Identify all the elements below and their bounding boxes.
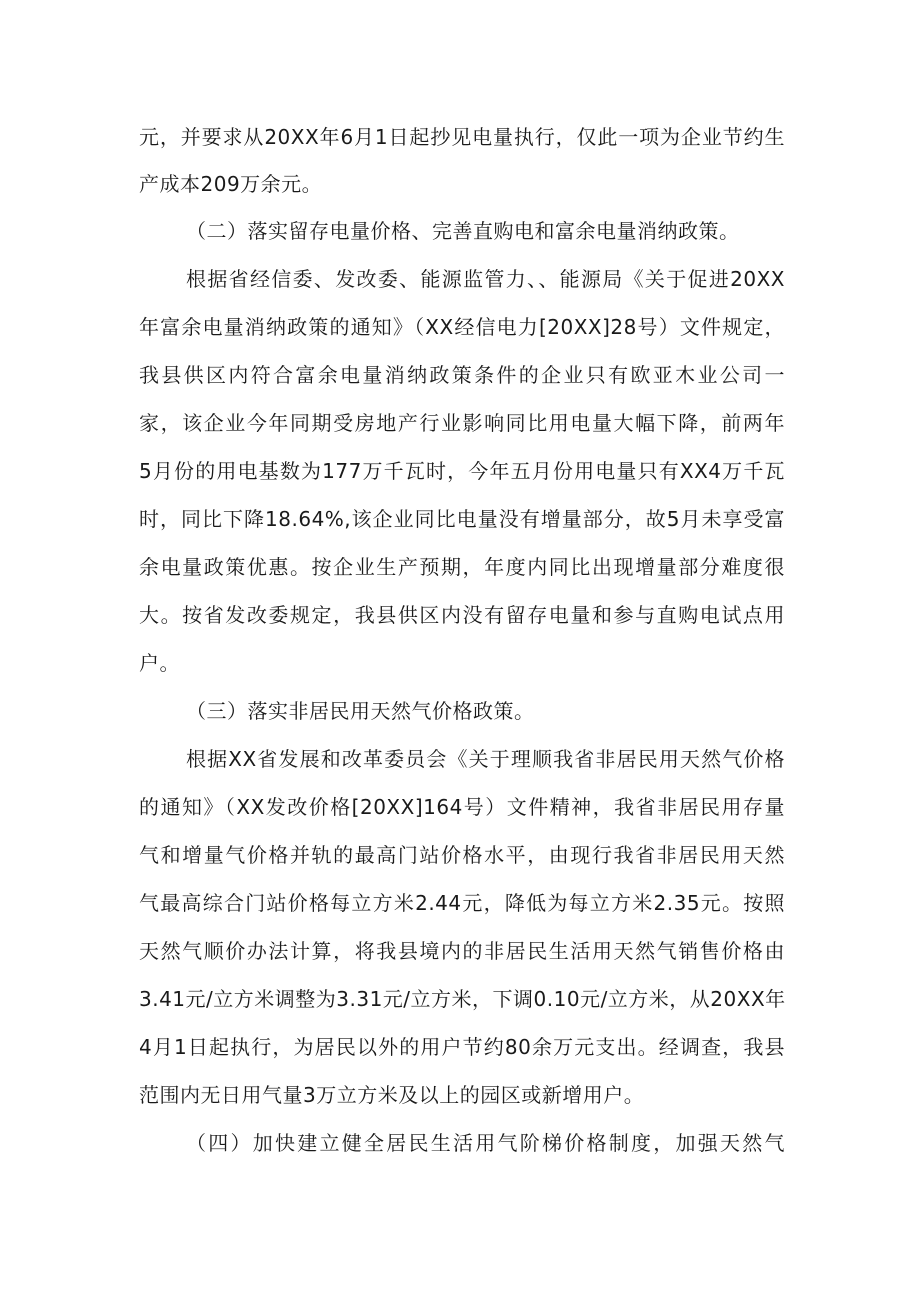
text-line: 我县供区内符合富余电量消纳政策条件的企业只有欧亚木业公司一 [139,363,785,387]
section-heading: （二）落实留存电量价格、完善直购电和富余电量消纳政策。 [186,219,740,243]
text-line: 范围内无日用气量3万立方米及以上的园区或新增用户。 [139,1083,645,1107]
text-line: 5月份的用电基数为177万千瓦时，今年五月份用电量只有XX4万千瓦 [139,459,785,483]
section-heading: （三）落实非居民用天然气价格政策。 [186,699,535,723]
text-line: 年富余电量消纳政策的通知》（XX经信电力[20XX]28号）文件规定， [139,315,785,339]
text-line: 气和增量气价格并轨的最高门站价格水平，由现行我省非居民用天然 [139,843,785,867]
text-line: 4月1日起执行，为居民以外的用户节约80余万元支出。经调查，我县 [139,1035,785,1059]
text-line: 天然气顺价办法计算，将我县境内的非居民生活用天然气销售价格由 [139,939,785,963]
text-line: 根据XX省发展和改革委员会《关于理顺我省非居民用天然气价格 [186,747,785,771]
text-line: 根据省经信委、发改委、能源监管力、、能源局《关于促进20XX [186,267,785,291]
text-line: 户。 [139,651,180,675]
text-line: 产成本209万余元。 [139,172,323,196]
text-line: 家，该企业今年同期受房地产行业影响同比用电量大幅下降，前两年 [139,411,785,435]
text-line: 大。按省发改委规定，我县供区内没有留存电量和参与直购电试点用 [139,603,785,627]
text-line: 3.41元/立方米调整为3.31元/立方米，下调0.10元/立方米，从20XX年 [139,987,786,1011]
text-line: 的通知》（XX发改价格[20XX]164号）文件精神，我省非居民用存量 [139,795,785,819]
section-heading: （四）加快建立健全居民生活用气阶梯价格制度，加强天然气 [186,1131,785,1155]
text-line: 气最高综合门站价格每立方米2.44元，降低为每立方米2.35元。按照 [139,891,785,915]
text-line: 时，同比下降18.64%,该企业同比电量没有增量部分，故5月未享受富 [139,507,785,531]
text-line: 元，并要求从20XX年6月1日起抄见电量执行，仅此一项为企业节约生 [139,125,785,149]
text-line: 余电量政策优惠。按企业生产预期，年度内同比出现增量部分难度很 [139,555,785,579]
